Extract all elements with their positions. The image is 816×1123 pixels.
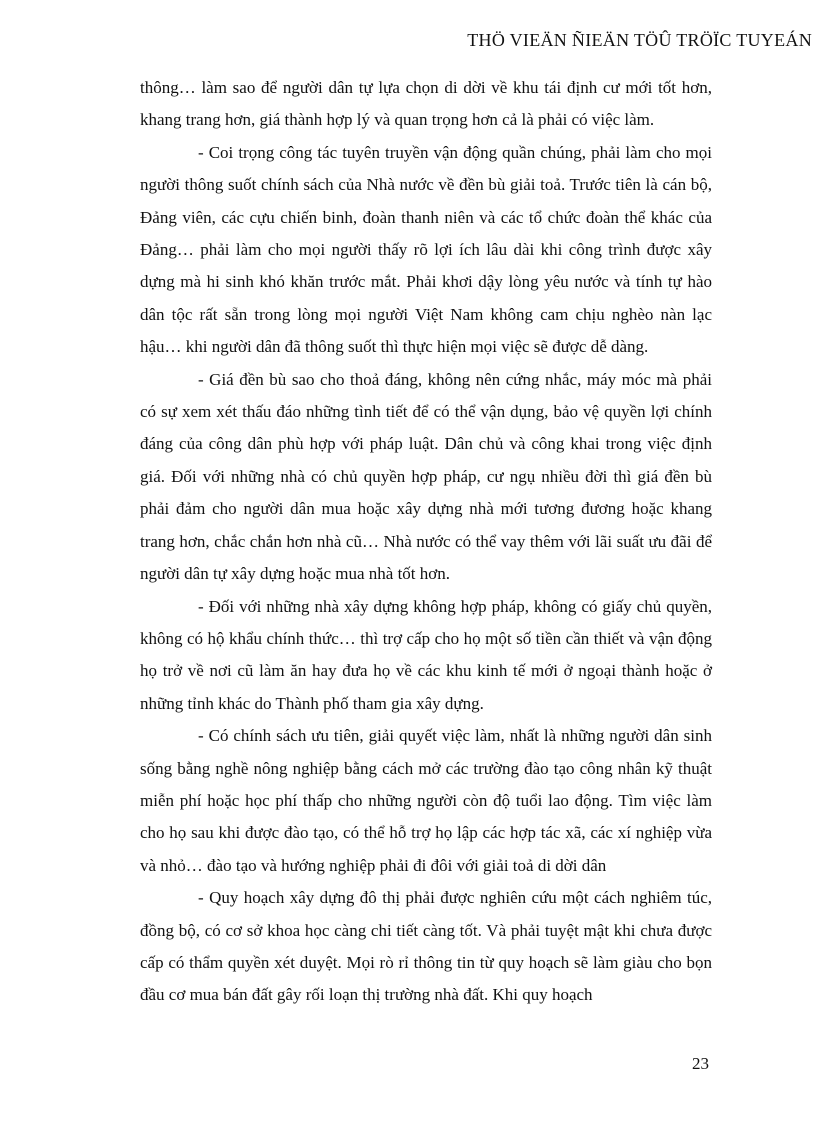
document-body <box>140 72 712 1012</box>
paragraph-illegal-houses: - Đối với những nhà xây dựng không hợp pháp, không có giấy chủ quyền, không có hộ khẩu chính thức… thì trợ cấp cho họ một số tiền cần thiết và vận động họ trở về nơi cũ làm ăn hay đưa họ về các khu kinh tế mới ở ngoại thành hoặc ở những tỉnh khác do Thành phố tham gia xây dựng. <box>140 596 712 713</box>
paragraph-employment-policy: - Có chính sách ưu tiên, giải quyết việc làm, nhất là những người dân sinh sống bằng nghề nông nghiệp bằng cách mở các trường đào tạo công nhân kỹ thuật miễn phí hoặc học phí thấp cho những người còn độ tuổi lao động. Tìm việc làm cho họ sau khi được đào tạo, có thể hỗ trợ họ lập các hợp tác xã, các xí nghiệp vừa và nhỏ… đào tạo và hướng nghiệp phải đi đôi với giải toả di dời dân <box>140 726 712 875</box>
paragraph-propaganda: - Coi trọng công tác tuyên truyền vận động quần chúng, phải làm cho mọi người thông suốt chính sách của Nhà nước về đền bù giải toả. Trước tiên là cán bộ, Đảng viên, các cựu chiến binh, đoàn thanh niên và các tổ chức đoàn thể khác của Đảng… phải làm cho mọi người thấy rõ lợi ích lâu dài khi công trình được xây dựng mà hi sinh khó khăn trước mắt. Phải khơi dậy lòng yêu nước và tính tự hào dân tộc rất sẵn trong lòng mọi người Việt Nam không cam chịu nghèo nàn lạc hậu… khi người dân đã thông suốt thì thực hiện mọi việc sẽ được dễ dàng. <box>140 142 712 357</box>
paragraph-continuation: thông… làm sao để người dân tự lựa chọn di dời về khu tái định cư mới tốt hơn, khang trang hơn, giá thành hợp lý và quan trọng hơn cả là phải có việc làm. <box>140 78 712 130</box>
page-header-title: THÖ VIEÄN ÑIEÄN TÖÛ TRÖÏC TUYEÁN <box>467 30 812 50</box>
paragraph-compensation-price: - Giá đền bù sao cho thoả đáng, không nên cứng nhắc, máy móc mà phải có sự xem xét thấu đáo những tình tiết để có thể vận dụng, bảo vệ quyền lợi chính đáng của công dân phù hợp với pháp luật. Dân chủ và công khai trong việc định giá. Đối với những nhà có chủ quyền hợp pháp, cư ngụ nhiều đời thì giá đền bù phải đảm cho người dân mua hoặc xây dựng nhà mới tương đương hoặc khang trang hơn, chắc chắn hơn nhà cũ… Nhà nước có thể vay thêm với lãi suất ưu đãi để người dân tự xây dựng hoặc mua nhà tốt hơn. <box>140 369 712 584</box>
paragraph-urban-planning: - Quy hoạch xây dựng đô thị phải được nghiên cứu một cách nghiêm túc, đồng bộ, có cơ sở khoa học càng chi tiết càng tốt. Và phải tuyệt mật khi chưa được cấp có thẩm quyền xét duyệt. Mọi rò rỉ thông tin từ quy hoạch sẽ làm giàu cho bọn đầu cơ mua bán đất gây rối loạn thị trường nhà đất. Khi quy hoạch <box>140 888 712 1005</box>
page-number: 23 <box>692 1054 709 1073</box>
